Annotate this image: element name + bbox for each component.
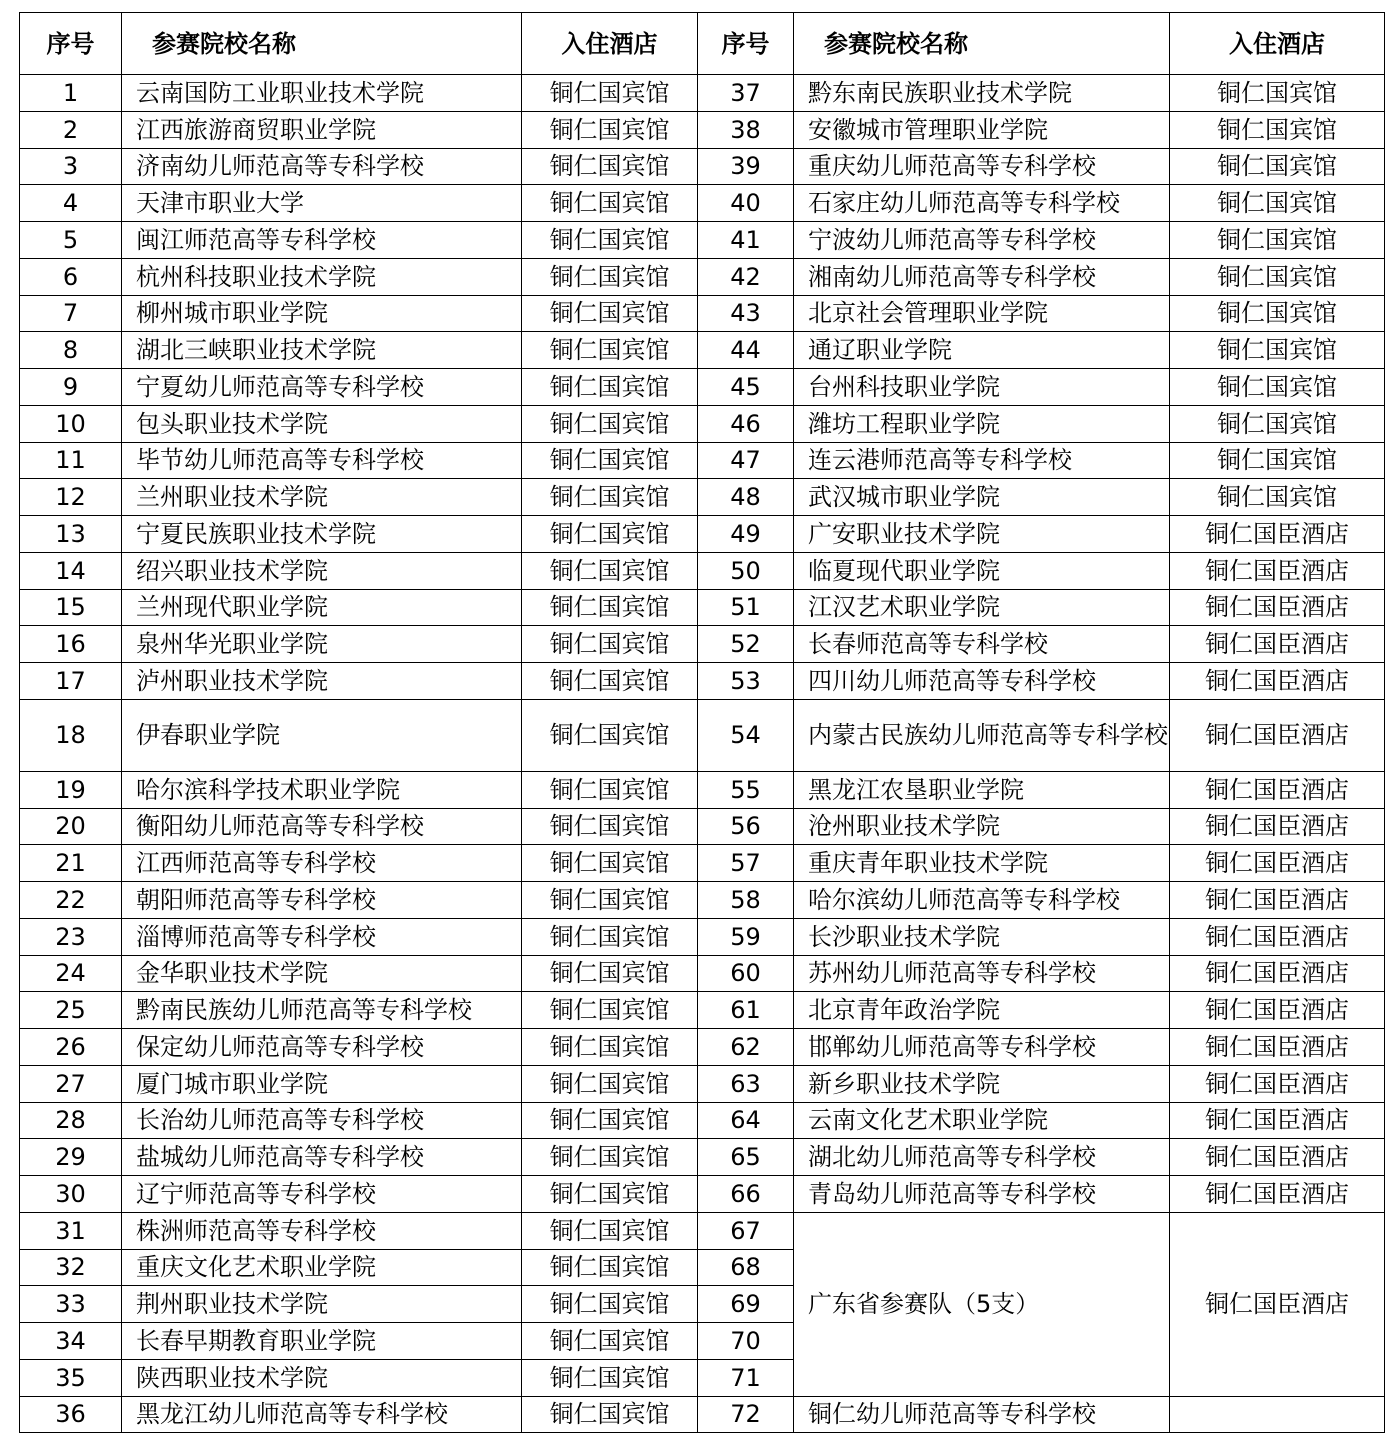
seq-cell: 49 <box>698 516 794 553</box>
seq-cell: 14 <box>20 552 122 589</box>
school-cell: 云南文化艺术职业学院 <box>794 1102 1170 1139</box>
table-row <box>20 771 1385 808</box>
hotel-cell: 铜仁国宾馆 <box>522 808 698 845</box>
hotel-cell: 铜仁国宾馆 <box>522 442 698 479</box>
hotel-cell: 铜仁国宾馆 <box>522 992 698 1029</box>
merged-hotel-cell: 铜仁国臣酒店 <box>1170 1212 1385 1396</box>
seq-cell: 25 <box>20 992 122 1029</box>
hotel-cell: 铜仁国宾馆 <box>1170 295 1385 332</box>
seq-cell: 11 <box>20 442 122 479</box>
seq-cell: 58 <box>698 882 794 919</box>
school-cell: 杭州科技职业技术学院 <box>122 258 522 295</box>
table-row <box>20 405 1385 442</box>
seq-cell: 68 <box>698 1249 794 1286</box>
table-row <box>20 148 1385 185</box>
table-row <box>20 1212 1385 1249</box>
hotel-cell: 铜仁国臣酒店 <box>1170 882 1385 919</box>
seq-cell: 32 <box>20 1249 122 1286</box>
school-cell: 苏州幼儿师范高等专科学校 <box>794 955 1170 992</box>
table-row <box>20 1139 1385 1176</box>
school-cell: 临夏现代职业学院 <box>794 552 1170 589</box>
hotel-cell: 铜仁国臣酒店 <box>1170 1176 1385 1213</box>
seq-cell: 31 <box>20 1212 122 1249</box>
table-row <box>20 626 1385 663</box>
merged-school-cell: 广东省参赛队（5支） <box>794 1212 1170 1396</box>
school-cell: 新乡职业技术学院 <box>794 1065 1170 1102</box>
seq-cell: 37 <box>698 75 794 112</box>
school-cell: 湘南幼儿师范高等专科学校 <box>794 258 1170 295</box>
hotel-cell: 铜仁国臣酒店 <box>1170 516 1385 553</box>
seq-cell: 7 <box>20 295 122 332</box>
seq-cell: 21 <box>20 845 122 882</box>
school-cell: 泸州职业技术学院 <box>122 663 522 700</box>
hotel-cell: 铜仁国臣酒店 <box>1170 845 1385 882</box>
table-row <box>20 1029 1385 1066</box>
seq-cell: 3 <box>20 148 122 185</box>
seq-cell: 12 <box>20 479 122 516</box>
hotel-cell: 铜仁国宾馆 <box>1170 369 1385 406</box>
hotel-cell: 铜仁国宾馆 <box>522 1323 698 1360</box>
seq-cell: 59 <box>698 918 794 955</box>
hotel-cell: 铜仁国宾馆 <box>522 258 698 295</box>
seq-cell: 46 <box>698 405 794 442</box>
school-cell: 绍兴职业技术学院 <box>122 552 522 589</box>
school-cell: 邯郸幼儿师范高等专科学校 <box>794 1029 1170 1066</box>
table-row <box>20 369 1385 406</box>
school-cell: 泉州华光职业学院 <box>122 626 522 663</box>
hotel-cell: 铜仁国宾馆 <box>522 1065 698 1102</box>
hotel-cell: 铜仁国宾馆 <box>522 955 698 992</box>
school-cell: 铜仁幼儿师范高等专科学校 <box>794 1396 1170 1433</box>
hotel-cell: 铜仁国宾馆 <box>522 185 698 222</box>
seq-cell: 28 <box>20 1102 122 1139</box>
table-row <box>20 992 1385 1029</box>
hotel-cell: 铜仁国宾馆 <box>522 663 698 700</box>
seq-cell: 41 <box>698 222 794 259</box>
hotel-cell: 铜仁国臣酒店 <box>1170 808 1385 845</box>
seq-cell: 8 <box>20 332 122 369</box>
hotel-cell: 铜仁国宾馆 <box>1170 442 1385 479</box>
seq-cell: 54 <box>698 699 794 771</box>
hotel-cell: 铜仁国宾馆 <box>1170 405 1385 442</box>
hotel-cell: 铜仁国宾馆 <box>522 295 698 332</box>
seq-cell: 39 <box>698 148 794 185</box>
school-cell: 哈尔滨幼儿师范高等专科学校 <box>794 882 1170 919</box>
table-row <box>20 589 1385 626</box>
table-row <box>20 516 1385 553</box>
school-cell: 石家庄幼儿师范高等专科学校 <box>794 185 1170 222</box>
seq-cell: 6 <box>20 258 122 295</box>
hotel-cell: 铜仁国宾馆 <box>1170 258 1385 295</box>
school-cell: 黔南民族幼儿师范高等专科学校 <box>122 992 522 1029</box>
hotel-cell: 铜仁国宾馆 <box>1170 479 1385 516</box>
seq-cell: 69 <box>698 1286 794 1323</box>
school-cell: 湖北三峡职业技术学院 <box>122 332 522 369</box>
school-cell: 荆州职业技术学院 <box>122 1286 522 1323</box>
hotel-cell: 铜仁国臣酒店 <box>1170 589 1385 626</box>
seq-cell: 66 <box>698 1176 794 1213</box>
hotel-cell: 铜仁国宾馆 <box>522 699 698 771</box>
hotel-cell: 铜仁国宾馆 <box>1170 222 1385 259</box>
school-cell: 沧州职业技术学院 <box>794 808 1170 845</box>
seq-cell: 65 <box>698 1139 794 1176</box>
seq-cell: 53 <box>698 663 794 700</box>
seq-cell: 42 <box>698 258 794 295</box>
school-cell: 长春师范高等专科学校 <box>794 626 1170 663</box>
school-cell: 武汉城市职业学院 <box>794 479 1170 516</box>
seq-cell: 20 <box>20 808 122 845</box>
seq-cell: 2 <box>20 111 122 148</box>
school-cell: 毕节幼儿师范高等专科学校 <box>122 442 522 479</box>
school-cell: 淄博师范高等专科学校 <box>122 918 522 955</box>
hotel-cell: 铜仁国宾馆 <box>522 845 698 882</box>
school-cell: 江西师范高等专科学校 <box>122 845 522 882</box>
hotel-cell: 铜仁国臣酒店 <box>1170 955 1385 992</box>
hotel-cell: 铜仁国臣酒店 <box>1170 1065 1385 1102</box>
table-row <box>20 332 1385 369</box>
hotel-cell: 铜仁国臣酒店 <box>1170 626 1385 663</box>
school-cell: 宁夏民族职业技术学院 <box>122 516 522 553</box>
hotel-cell: 铜仁国宾馆 <box>1170 332 1385 369</box>
hotel-cell: 铜仁国臣酒店 <box>1170 699 1385 771</box>
school-cell: 四川幼儿师范高等专科学校 <box>794 663 1170 700</box>
school-cell: 青岛幼儿师范高等专科学校 <box>794 1176 1170 1213</box>
table-row <box>20 1396 1385 1433</box>
seq-cell: 35 <box>20 1359 122 1396</box>
hotel-cell: 铜仁国宾馆 <box>1170 185 1385 222</box>
seq-cell: 22 <box>20 882 122 919</box>
school-cell: 江汉艺术职业学院 <box>794 589 1170 626</box>
school-cell: 黑龙江农垦职业学院 <box>794 771 1170 808</box>
seq-cell: 1 <box>20 75 122 112</box>
school-cell: 兰州现代职业学院 <box>122 589 522 626</box>
seq-cell: 55 <box>698 771 794 808</box>
school-cell: 济南幼儿师范高等专科学校 <box>122 148 522 185</box>
header-seq-right: 序号 <box>698 13 794 75</box>
school-cell: 长春早期教育职业学院 <box>122 1323 522 1360</box>
hotel-cell: 铜仁国宾馆 <box>522 1139 698 1176</box>
seq-cell: 40 <box>698 185 794 222</box>
seq-cell: 15 <box>20 589 122 626</box>
seq-cell: 23 <box>20 918 122 955</box>
hotel-cell: 铜仁国臣酒店 <box>1170 1139 1385 1176</box>
school-cell: 天津市职业大学 <box>122 185 522 222</box>
school-cell: 闽江师范高等专科学校 <box>122 222 522 259</box>
table-row <box>20 75 1385 112</box>
hotel-cell: 铜仁国宾馆 <box>522 1212 698 1249</box>
seq-cell: 24 <box>20 955 122 992</box>
hotel-cell <box>1170 1396 1385 1433</box>
seq-cell: 5 <box>20 222 122 259</box>
seq-cell: 38 <box>698 111 794 148</box>
table-row <box>20 185 1385 222</box>
school-cell: 宁波幼儿师范高等专科学校 <box>794 222 1170 259</box>
hotel-cell: 铜仁国宾馆 <box>522 1396 698 1433</box>
school-cell: 黔东南民族职业技术学院 <box>794 75 1170 112</box>
hotel-cell: 铜仁国宾馆 <box>522 1102 698 1139</box>
school-cell: 台州科技职业学院 <box>794 369 1170 406</box>
seq-cell: 63 <box>698 1065 794 1102</box>
hotel-cell: 铜仁国宾馆 <box>522 405 698 442</box>
hotel-cell: 铜仁国臣酒店 <box>1170 1029 1385 1066</box>
seq-cell: 27 <box>20 1065 122 1102</box>
school-cell: 陕西职业技术学院 <box>122 1359 522 1396</box>
school-cell: 黑龙江幼儿师范高等专科学校 <box>122 1396 522 1433</box>
table-row <box>20 479 1385 516</box>
hotel-cell: 铜仁国臣酒店 <box>1170 663 1385 700</box>
hotel-cell: 铜仁国臣酒店 <box>1170 918 1385 955</box>
hotel-cell: 铜仁国宾馆 <box>522 918 698 955</box>
school-cell: 安徽城市管理职业学院 <box>794 111 1170 148</box>
header-school-right: 参赛院校名称 <box>794 13 1170 75</box>
school-cell: 重庆幼儿师范高等专科学校 <box>794 148 1170 185</box>
hotel-cell: 铜仁国宾馆 <box>522 369 698 406</box>
school-cell: 江西旅游商贸职业学院 <box>122 111 522 148</box>
hotel-cell: 铜仁国宾馆 <box>1170 75 1385 112</box>
hotel-cell: 铜仁国宾馆 <box>522 516 698 553</box>
hotel-cell: 铜仁国宾馆 <box>522 589 698 626</box>
header-seq-left: 序号 <box>20 13 122 75</box>
hotel-cell: 铜仁国宾馆 <box>522 479 698 516</box>
school-cell: 辽宁师范高等专科学校 <box>122 1176 522 1213</box>
table-row <box>20 295 1385 332</box>
table-row <box>20 808 1385 845</box>
seq-cell: 61 <box>698 992 794 1029</box>
school-cell: 朝阳师范高等专科学校 <box>122 882 522 919</box>
seq-cell: 43 <box>698 295 794 332</box>
hotel-cell: 铜仁国宾馆 <box>522 148 698 185</box>
seq-cell: 13 <box>20 516 122 553</box>
school-cell: 株洲师范高等专科学校 <box>122 1212 522 1249</box>
hotel-cell: 铜仁国宾馆 <box>522 75 698 112</box>
school-cell: 重庆文化艺术职业学院 <box>122 1249 522 1286</box>
school-cell: 衡阳幼儿师范高等专科学校 <box>122 808 522 845</box>
seq-cell: 18 <box>20 699 122 771</box>
seq-cell: 34 <box>20 1323 122 1360</box>
hotel-cell: 铜仁国宾馆 <box>522 1029 698 1066</box>
school-cell: 柳州城市职业学院 <box>122 295 522 332</box>
hotel-cell: 铜仁国宾馆 <box>522 332 698 369</box>
table-row <box>20 882 1385 919</box>
hotel-cell: 铜仁国宾馆 <box>522 626 698 663</box>
seq-cell: 44 <box>698 332 794 369</box>
table-row <box>20 845 1385 882</box>
table-row <box>20 663 1385 700</box>
school-cell: 宁夏幼儿师范高等专科学校 <box>122 369 522 406</box>
seq-cell: 10 <box>20 405 122 442</box>
table-row <box>20 442 1385 479</box>
hotel-cell: 铜仁国宾馆 <box>522 771 698 808</box>
table-row <box>20 955 1385 992</box>
seq-cell: 67 <box>698 1212 794 1249</box>
hotel-cell: 铜仁国宾馆 <box>1170 148 1385 185</box>
school-cell: 潍坊工程职业学院 <box>794 405 1170 442</box>
school-cell: 保定幼儿师范高等专科学校 <box>122 1029 522 1066</box>
seq-cell: 19 <box>20 771 122 808</box>
seq-cell: 36 <box>20 1396 122 1433</box>
school-cell: 湖北幼儿师范高等专科学校 <box>794 1139 1170 1176</box>
seq-cell: 16 <box>20 626 122 663</box>
school-cell: 盐城幼儿师范高等专科学校 <box>122 1139 522 1176</box>
hotel-cell: 铜仁国宾馆 <box>522 1249 698 1286</box>
table-row <box>20 111 1385 148</box>
seq-cell: 9 <box>20 369 122 406</box>
table-row <box>20 258 1385 295</box>
seq-cell: 52 <box>698 626 794 663</box>
school-cell: 北京青年政治学院 <box>794 992 1170 1029</box>
seq-cell: 29 <box>20 1139 122 1176</box>
header-hotel-left: 入住酒店 <box>522 13 698 75</box>
hotel-cell: 铜仁国宾馆 <box>522 882 698 919</box>
seq-cell: 51 <box>698 589 794 626</box>
hotel-cell: 铜仁国宾馆 <box>1170 111 1385 148</box>
hotel-cell: 铜仁国宾馆 <box>522 111 698 148</box>
table-row <box>20 1102 1385 1139</box>
school-cell: 哈尔滨科学技术职业学院 <box>122 771 522 808</box>
seq-cell: 45 <box>698 369 794 406</box>
hotel-cell: 铜仁国宾馆 <box>522 1359 698 1396</box>
school-cell: 内蒙古民族幼儿师范高等专科学校 <box>794 699 1170 771</box>
school-cell: 通辽职业学院 <box>794 332 1170 369</box>
hotel-cell: 铜仁国宾馆 <box>522 222 698 259</box>
table-row <box>20 918 1385 955</box>
hotel-cell: 铜仁国臣酒店 <box>1170 1102 1385 1139</box>
table-row <box>20 699 1385 771</box>
school-cell: 金华职业技术学院 <box>122 955 522 992</box>
hotel-cell: 铜仁国宾馆 <box>522 1286 698 1323</box>
seq-cell: 56 <box>698 808 794 845</box>
table-row <box>20 1065 1385 1102</box>
seq-cell: 60 <box>698 955 794 992</box>
seq-cell: 30 <box>20 1176 122 1213</box>
seq-cell: 33 <box>20 1286 122 1323</box>
seq-cell: 64 <box>698 1102 794 1139</box>
table-row <box>20 222 1385 259</box>
seq-cell: 72 <box>698 1396 794 1433</box>
seq-cell: 4 <box>20 185 122 222</box>
hotel-cell: 铜仁国臣酒店 <box>1170 771 1385 808</box>
school-cell: 包头职业技术学院 <box>122 405 522 442</box>
header-school-left: 参赛院校名称 <box>122 13 522 75</box>
hotel-cell: 铜仁国宾馆 <box>522 552 698 589</box>
seq-cell: 50 <box>698 552 794 589</box>
seq-cell: 62 <box>698 1029 794 1066</box>
school-cell: 厦门城市职业学院 <box>122 1065 522 1102</box>
school-cell: 长沙职业技术学院 <box>794 918 1170 955</box>
seq-cell: 47 <box>698 442 794 479</box>
seq-cell: 26 <box>20 1029 122 1066</box>
school-cell: 连云港师范高等专科学校 <box>794 442 1170 479</box>
school-cell: 北京社会管理职业学院 <box>794 295 1170 332</box>
hotel-cell: 铜仁国宾馆 <box>522 1176 698 1213</box>
table-row <box>20 552 1385 589</box>
school-cell: 长治幼儿师范高等专科学校 <box>122 1102 522 1139</box>
school-cell: 兰州职业技术学院 <box>122 479 522 516</box>
seq-cell: 48 <box>698 479 794 516</box>
seq-cell: 70 <box>698 1323 794 1360</box>
school-cell: 云南国防工业职业技术学院 <box>122 75 522 112</box>
header-row <box>20 13 1385 75</box>
seq-cell: 57 <box>698 845 794 882</box>
table-row <box>20 1176 1385 1213</box>
hotel-cell: 铜仁国臣酒店 <box>1170 552 1385 589</box>
school-cell: 广安职业技术学院 <box>794 516 1170 553</box>
school-hotel-table <box>19 12 1385 1433</box>
school-cell: 伊春职业学院 <box>122 699 522 771</box>
seq-cell: 17 <box>20 663 122 700</box>
table-body <box>20 75 1385 1433</box>
seq-cell: 71 <box>698 1359 794 1396</box>
school-cell: 重庆青年职业技术学院 <box>794 845 1170 882</box>
header-hotel-right: 入住酒店 <box>1170 13 1385 75</box>
hotel-cell: 铜仁国臣酒店 <box>1170 992 1385 1029</box>
